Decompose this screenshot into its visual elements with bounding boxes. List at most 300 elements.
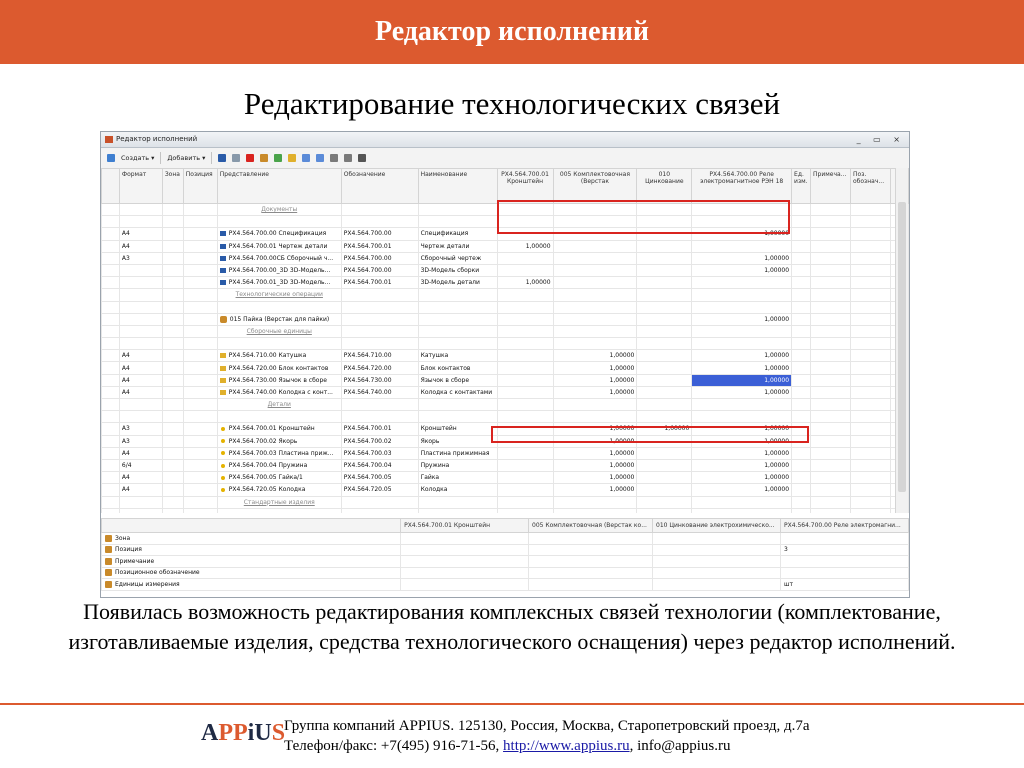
zone-cell[interactable] [162,447,183,459]
zone-cell[interactable] [162,240,183,252]
name-cell[interactable]: Спецификация [418,228,497,240]
qty-zinc-cell[interactable] [637,362,692,374]
note-cell[interactable] [811,374,851,386]
row-marker[interactable] [102,399,120,411]
format-cell[interactable]: А4 [119,472,162,484]
pos-designation-cell[interactable] [851,386,891,398]
table-cell[interactable] [553,508,637,513]
table-cell[interactable] [792,508,811,513]
note-cell[interactable] [811,264,851,276]
table-cell[interactable] [119,301,162,313]
note-cell[interactable] [811,423,851,435]
zone-cell[interactable] [162,459,183,471]
view-cell[interactable] [217,350,341,362]
table-cell[interactable] [851,338,891,350]
table-cell[interactable] [162,216,183,228]
table-cell[interactable] [418,325,497,337]
view-cell[interactable] [217,264,341,276]
table-cell[interactable] [637,301,692,313]
unit-cell[interactable] [792,240,811,252]
table-cell[interactable] [162,289,183,301]
zone-cell[interactable] [162,423,183,435]
table-cell[interactable] [792,216,811,228]
table-cell[interactable] [341,338,418,350]
refresh-icon[interactable] [274,154,282,162]
property-value[interactable] [653,544,781,556]
table-cell[interactable] [811,289,851,301]
table-cell[interactable] [497,496,553,508]
zone-cell[interactable] [162,277,183,289]
table-cell[interactable] [341,204,418,216]
table-cell[interactable] [162,496,183,508]
table-cell[interactable] [637,289,692,301]
format-cell[interactable] [119,264,162,276]
table-cell[interactable] [637,338,692,350]
table-cell[interactable] [341,216,418,228]
table-cell[interactable] [119,496,162,508]
table-cell[interactable] [692,325,792,337]
table-cell[interactable] [792,301,811,313]
table-cell[interactable] [341,496,418,508]
table-cell[interactable] [341,325,418,337]
add-button[interactable]: Добавить ▾ [167,154,206,162]
property-row[interactable] [102,544,909,556]
unit-cell[interactable] [792,252,811,264]
note-cell[interactable] [811,362,851,374]
note-cell[interactable] [811,459,851,471]
qty-bracket-cell[interactable]: 1,00000 [497,240,553,252]
qty-zinc-cell[interactable] [637,350,692,362]
col-position[interactable]: Позиция [183,169,217,204]
note-cell[interactable] [811,313,851,325]
qty-kitting-cell[interactable]: 1,00000 [553,350,637,362]
property-value[interactable]: 3 [780,544,908,556]
table-cell[interactable] [341,508,418,513]
table-cell[interactable] [341,399,418,411]
link-icon[interactable] [260,154,268,162]
qty-zinc-cell[interactable] [637,386,692,398]
table-cell[interactable] [162,204,183,216]
qty-zinc-cell[interactable] [637,240,692,252]
designation-cell[interactable]: РХ4.564.740.00 [341,386,418,398]
table-cell[interactable] [217,338,341,350]
qty-relay-cell[interactable]: 1,00000 [692,435,792,447]
table-cell[interactable] [217,411,341,423]
row-marker[interactable] [102,338,120,350]
pos-designation-cell[interactable] [851,447,891,459]
table-cell[interactable] [553,325,637,337]
position-cell[interactable] [183,252,217,264]
row-marker[interactable] [102,216,120,228]
designation-cell[interactable]: РХ4.564.700.02 [341,435,418,447]
table-cell[interactable] [183,411,217,423]
position-cell[interactable] [183,423,217,435]
table-cell[interactable] [851,496,891,508]
table-cell[interactable] [553,289,637,301]
table-cell[interactable] [162,508,183,513]
table-row[interactable] [102,459,909,471]
position-cell[interactable] [183,350,217,362]
table-cell[interactable] [792,399,811,411]
delete-icon[interactable] [246,154,254,162]
table-cell[interactable] [341,289,418,301]
property-value[interactable] [780,567,908,579]
name-cell[interactable]: Пластина прижимная [418,447,497,459]
zone-cell[interactable] [162,472,183,484]
name-cell[interactable]: Кронштейн [418,423,497,435]
format-cell[interactable]: А3 [119,423,162,435]
table-cell[interactable] [119,411,162,423]
qty-kitting-cell[interactable]: 1,00000 [553,435,637,447]
col-kitting[interactable]: 005 Комплектовочная (Верстак [553,169,637,204]
table-cell[interactable] [792,338,811,350]
table-cell[interactable] [183,338,217,350]
view-cell[interactable] [217,362,341,374]
property-value[interactable] [653,579,781,591]
qty-bracket-cell[interactable] [497,374,553,386]
qty-relay-cell[interactable]: 1,00000 [692,459,792,471]
position-cell[interactable] [183,459,217,471]
qty-relay-cell[interactable]: 1,00000 [692,313,792,325]
col-note[interactable]: Примеча... [811,169,851,204]
table-cell[interactable] [553,338,637,350]
row-marker[interactable] [102,484,120,496]
vertical-scrollbar[interactable] [895,168,908,513]
table-row[interactable] [102,508,909,513]
property-value[interactable] [653,533,781,545]
col-zinc[interactable]: 010 Цинкование [637,169,692,204]
row-marker[interactable] [102,240,120,252]
qty-relay-cell[interactable]: 1,00000 [692,228,792,240]
qty-kitting-cell[interactable] [553,252,637,264]
unit-cell[interactable] [792,459,811,471]
table-cell[interactable] [553,399,637,411]
row-marker[interactable] [102,289,120,301]
table-cell[interactable] [692,301,792,313]
table-cell[interactable] [183,508,217,513]
note-cell[interactable] [811,240,851,252]
format-cell[interactable]: 6/4 [119,459,162,471]
table-row[interactable] [102,338,909,350]
property-row[interactable] [102,579,909,591]
position-cell[interactable] [183,447,217,459]
qty-relay-cell[interactable]: 1,00000 [692,350,792,362]
table-cell[interactable] [637,508,692,513]
position-cell[interactable] [183,228,217,240]
table-row[interactable] [102,374,909,386]
sort-desc-icon[interactable] [344,154,352,162]
position-cell[interactable] [183,264,217,276]
table-cell[interactable] [183,204,217,216]
position-cell[interactable] [183,435,217,447]
name-cell[interactable]: Сборочный чертеж [418,252,497,264]
qty-bracket-cell[interactable] [497,252,553,264]
qty-bracket-cell[interactable] [497,386,553,398]
qty-bracket-cell[interactable] [497,362,553,374]
edit-icon[interactable] [358,154,366,162]
unit-cell[interactable] [792,484,811,496]
row-marker[interactable] [102,508,120,513]
row-marker[interactable] [102,435,120,447]
pos-designation-cell[interactable] [851,313,891,325]
group-row[interactable] [102,289,909,301]
pos-designation-cell[interactable] [851,240,891,252]
table-cell[interactable] [119,338,162,350]
group-label[interactable]: Стандартные изделия [217,496,341,508]
qty-zinc-cell[interactable] [637,459,692,471]
position-cell[interactable] [183,313,217,325]
note-cell[interactable] [811,277,851,289]
property-row[interactable] [102,556,909,568]
col-view[interactable]: Представление [217,169,341,204]
table-cell[interactable] [553,411,637,423]
table-row[interactable] [102,264,909,276]
table-cell[interactable] [497,338,553,350]
qty-zinc-cell[interactable] [637,447,692,459]
qty-kitting-cell[interactable]: 1,00000 [553,386,637,398]
zone-cell[interactable] [162,386,183,398]
format-cell[interactable]: А4 [119,374,162,386]
qty-kitting-cell[interactable]: 1,00000 [553,362,637,374]
col-zone[interactable]: Зона [162,169,183,204]
qty-bracket-cell[interactable] [497,484,553,496]
table-cell[interactable] [217,301,341,313]
table-cell[interactable] [119,216,162,228]
qty-kitting-cell[interactable]: 1,00000 [553,447,637,459]
table-cell[interactable] [811,325,851,337]
table-cell[interactable] [811,204,851,216]
properties-icon[interactable] [232,154,240,162]
table-cell[interactable] [162,325,183,337]
designation-cell[interactable]: РХ4.564.700.00 [341,228,418,240]
table-cell[interactable] [217,508,341,513]
table-row[interactable] [102,447,909,459]
qty-zinc-cell[interactable]: 1,00000 [637,423,692,435]
table-cell[interactable] [811,301,851,313]
qty-relay-cell[interactable] [692,240,792,252]
property-value[interactable] [401,567,529,579]
view-cell[interactable] [217,435,341,447]
note-cell[interactable] [811,484,851,496]
table-cell[interactable] [418,204,497,216]
table-cell[interactable] [792,325,811,337]
sort-asc-icon[interactable] [330,154,338,162]
unit-cell[interactable] [792,386,811,398]
group-row[interactable] [102,399,909,411]
name-cell[interactable]: Колодка [418,484,497,496]
row-marker[interactable] [102,301,120,313]
table-cell[interactable] [851,399,891,411]
qty-zinc-cell[interactable] [637,313,692,325]
table-cell[interactable] [183,289,217,301]
table-cell[interactable] [183,399,217,411]
qty-bracket-cell[interactable] [497,313,553,325]
table-row[interactable] [102,277,909,289]
view-cell[interactable] [217,459,341,471]
table-row[interactable] [102,301,909,313]
row-marker[interactable] [102,423,120,435]
qty-zinc-cell[interactable] [637,264,692,276]
table-row[interactable] [102,411,909,423]
position-cell[interactable] [183,362,217,374]
property-value[interactable] [401,544,529,556]
property-value[interactable] [529,556,653,568]
pos-designation-cell[interactable] [851,350,891,362]
unit-cell[interactable] [792,350,811,362]
name-cell[interactable]: Блок контактов [418,362,497,374]
table-cell[interactable] [497,508,553,513]
qty-relay-cell[interactable]: 1,00000 [692,386,792,398]
table-cell[interactable] [811,508,851,513]
pos-designation-cell[interactable] [851,277,891,289]
pos-designation-cell[interactable] [851,264,891,276]
table-cell[interactable] [418,338,497,350]
view-cell[interactable] [217,472,341,484]
table-cell[interactable] [418,399,497,411]
col-name[interactable]: Наименование [418,169,497,204]
qty-relay-cell[interactable]: 1,00000 [692,472,792,484]
folder-icon[interactable] [288,154,296,162]
table-cell[interactable] [418,216,497,228]
position-cell[interactable] [183,240,217,252]
row-marker[interactable] [102,277,120,289]
pos-designation-cell[interactable] [851,374,891,386]
table-row[interactable] [102,350,909,362]
zone-cell[interactable] [162,362,183,374]
table-cell[interactable] [119,508,162,513]
row-marker[interactable] [102,228,120,240]
col-designation[interactable]: Обозначение [341,169,418,204]
format-cell[interactable]: А4 [119,484,162,496]
unit-cell[interactable] [792,362,811,374]
qty-kitting-cell[interactable] [553,277,637,289]
table-cell[interactable] [811,338,851,350]
designation-cell[interactable]: РХ4.564.720.05 [341,484,418,496]
table-cell[interactable] [851,411,891,423]
table-row[interactable] [102,313,909,325]
name-cell[interactable]: Пружина [418,459,497,471]
table-cell[interactable] [692,496,792,508]
pos-designation-cell[interactable] [851,423,891,435]
table-cell[interactable] [692,289,792,301]
note-cell[interactable] [811,435,851,447]
table-cell[interactable] [183,496,217,508]
create-button[interactable]: Создать ▾ [121,154,155,162]
property-row[interactable] [102,567,909,579]
col-pos-designation[interactable]: Поз. обознач... [851,169,891,204]
name-cell[interactable]: Чертеж детали [418,240,497,252]
name-cell[interactable]: Катушка [418,350,497,362]
note-cell[interactable] [811,447,851,459]
table-cell[interactable] [637,325,692,337]
table-cell[interactable] [792,496,811,508]
format-cell[interactable]: А4 [119,350,162,362]
qty-bracket-cell[interactable] [497,447,553,459]
qty-relay-cell[interactable]: 1,00000 [692,484,792,496]
name-cell[interactable] [418,313,497,325]
position-cell[interactable] [183,484,217,496]
table-cell[interactable] [811,496,851,508]
table-cell[interactable] [637,496,692,508]
property-value[interactable] [401,579,529,591]
note-cell[interactable] [811,472,851,484]
designation-cell[interactable] [341,313,418,325]
designation-cell[interactable]: РХ4.564.700.01 [341,277,418,289]
col-bracket[interactable]: РХ4.564.700.01 Кронштейн [497,169,553,204]
qty-relay-cell[interactable]: 1,00000 [692,264,792,276]
property-value[interactable]: шт [780,579,908,591]
table-cell[interactable] [637,411,692,423]
position-cell[interactable] [183,277,217,289]
position-cell[interactable] [183,386,217,398]
table-cell[interactable] [119,325,162,337]
table-cell[interactable] [217,216,341,228]
qty-relay-cell[interactable]: 1,00000 [692,423,792,435]
designation-cell[interactable]: РХ4.564.730.00 [341,374,418,386]
qty-relay-cell[interactable]: 1,00000 [692,447,792,459]
view-cell[interactable] [217,252,341,264]
format-cell[interactable] [119,313,162,325]
property-value[interactable] [529,579,653,591]
table-cell[interactable] [418,508,497,513]
zone-cell[interactable] [162,264,183,276]
col-format[interactable]: Формат [119,169,162,204]
qty-relay-cell[interactable] [692,277,792,289]
table-cell[interactable] [851,216,891,228]
property-value[interactable] [529,533,653,545]
table-cell[interactable] [497,411,553,423]
qty-kitting-cell[interactable] [553,240,637,252]
qty-bracket-cell[interactable] [497,264,553,276]
app-menu-icon[interactable] [107,154,115,162]
table-cell[interactable] [811,411,851,423]
property-value[interactable] [529,544,653,556]
format-cell[interactable]: А4 [119,240,162,252]
note-cell[interactable] [811,228,851,240]
name-cell[interactable]: Колодка с контактами [418,386,497,398]
unit-cell[interactable] [792,472,811,484]
table-cell[interactable] [692,508,792,513]
group-row[interactable] [102,496,909,508]
qty-bracket-cell[interactable] [497,459,553,471]
qty-kitting-cell[interactable] [553,313,637,325]
col-relay[interactable]: РХ4.564.700.00 Реле электромагнитное РЭН 18 [692,169,792,204]
table-cell[interactable] [183,216,217,228]
row-marker[interactable] [102,374,120,386]
row-marker[interactable] [102,496,120,508]
unit-cell[interactable] [792,277,811,289]
row-marker[interactable] [102,252,120,264]
pos-designation-cell[interactable] [851,472,891,484]
view-cell[interactable] [217,228,341,240]
view-cell[interactable] [217,484,341,496]
property-value[interactable] [401,533,529,545]
format-cell[interactable]: А3 [119,435,162,447]
property-value[interactable] [401,556,529,568]
view-cell[interactable] [217,423,341,435]
table-cell[interactable] [418,301,497,313]
qty-zinc-cell[interactable] [637,374,692,386]
qty-kitting-cell[interactable]: 1,00000 [553,484,637,496]
table-cell[interactable] [692,399,792,411]
designation-cell[interactable]: РХ4.564.700.01 [341,423,418,435]
designation-cell[interactable]: РХ4.564.700.00 [341,252,418,264]
format-cell[interactable]: А4 [119,447,162,459]
format-cell[interactable]: А4 [119,362,162,374]
table-row[interactable] [102,472,909,484]
name-cell[interactable]: Гайка [418,472,497,484]
format-cell[interactable]: А4 [119,386,162,398]
